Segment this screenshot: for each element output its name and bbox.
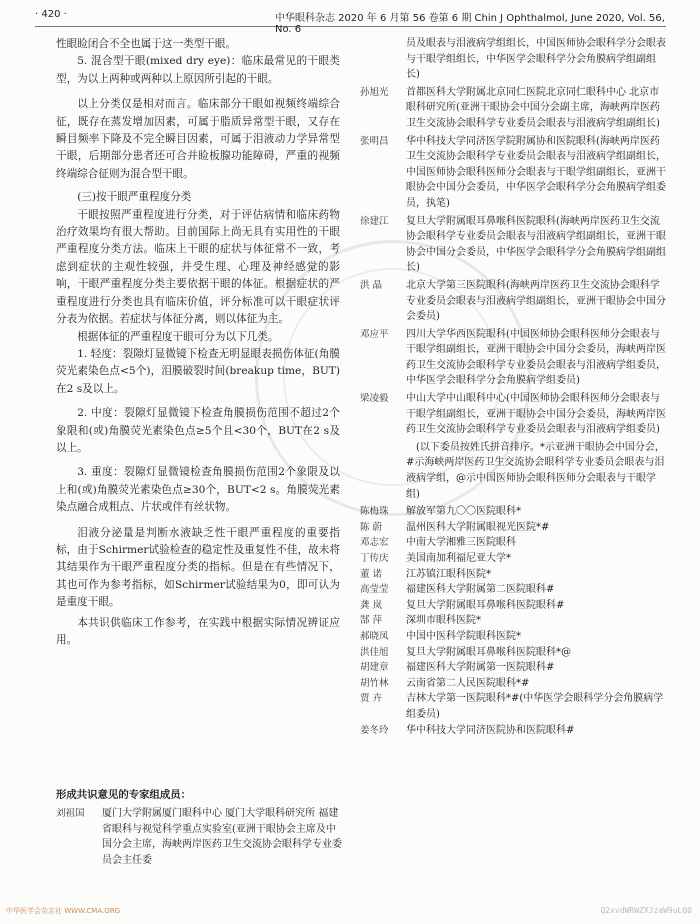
expert-affiliation: 厦门大学附属厦门眼科中心 厦门大学眼科研究所 福建省眼科与视觉科学重点实验室(亚洲干眼协会主席及中国分会主席，海峡两岸医药卫生交流协会眼科学专业委员会主任委 [102, 808, 342, 866]
page-header [35, 0, 666, 35]
expert-entry [360, 85, 666, 132]
member-entry [360, 660, 666, 676]
expert-entry [360, 327, 666, 389]
member-name: 陈梅珠 [360, 506, 389, 518]
expert-entry [360, 134, 666, 212]
member-affiliation: 中南大学湘雅三医院眼科 [406, 537, 516, 549]
member-name: 邓志宏 [360, 537, 389, 549]
member-affiliation: 美国南加利福尼亚大学* [406, 553, 511, 564]
member-entry [360, 582, 666, 598]
expert-entry [56, 806, 342, 868]
member-entry [360, 723, 666, 739]
footer-code: Q2xvdWRWZXJzaW9uLQ0 [600, 906, 692, 915]
paragraph: 2. 中度：裂隙灯显微镜下检查角膜损伤范围不超过2个象限和(或)角膜荧光素染色点≥5个且<30个，BUT在2 s及以上。 [56, 407, 340, 454]
expert-affiliation: 华中科技大学同济医学院附属协和医院眼科(海峡两岸医药卫生交流协会眼科学专业委员会眼表与泪液病学组副组长，中国医师协会眼科医师分会眼表与干眼学组副组长，亚洲干眼协会中国分会委员，中华医学会眼科学分会角膜病学组委员，执笔) [406, 135, 666, 209]
member-name: 胡竹林 [360, 677, 389, 689]
member-entry [360, 676, 666, 692]
expert-affiliation: 复旦大学附属眼耳鼻喉科医院眼科(海峡两岸医药卫生交流协会眼科学专业委员会眼表与泪液病学组副组长，亚洲干眼协会中国分会委员，中华医学会眼科学分会角膜病学组副组长) [406, 215, 666, 274]
member-entry [360, 629, 666, 645]
paragraph: 干眼按照严重程度进行分类，对于评估病情和临床药物治疗效果均有很大帮助。目前国际上尚无具有实用性的干眼严重程度分类方法。临床上干眼的症状与体征常不一致，考虑到症状的主观性较强，并受生理、心理及神经感觉的影响，干眼严重程度分类主要依据干眼的体征。根据症状的严重程度进行分类也具有临床价值，评分标准可以干眼症状评分表为依据。若症状与体征分离，则以体征为主。 [56, 208, 340, 326]
member-list [360, 504, 666, 738]
member-affiliation: 华中科技大学同济医院协和医院眼科# [406, 724, 575, 736]
member-name: 丁传庆 [360, 553, 389, 564]
member-entry [360, 551, 666, 567]
journal-citation: 中华眼科杂志 2020 年 6 月第 56 卷第 6 期 Chin J Ophthalmol, June 2020, Vol. 56, No. 6 [275, 13, 665, 35]
paragraph: 本共识供临床工作参考，在实践中根据实际情况辨证应用。 [56, 616, 340, 646]
paragraph: 3. 重度：裂隙灯显微镜检查角膜损伤范围2个象限及以上和(或)角膜荧光素染色点≥30个，BUT<2 s。角膜荧光素染点融合成粗点、片状或伴有丝状物。 [56, 466, 340, 514]
member-name: 姜冬玲 [360, 724, 389, 736]
footer-publisher: 中华医学会杂志社 WWW.CMA.ORG [6, 907, 121, 915]
member-entry [360, 645, 666, 661]
member-affiliation: 解放军第九〇〇医院眼科* [406, 506, 521, 518]
expert-name: 洪 晶 [360, 279, 383, 291]
member-name: 高莹莹 [360, 584, 389, 596]
left-column [56, 36, 340, 649]
paragraph: 以上分类仅是相对而言。临床部分干眼如视频终端综合征，既存在蒸发增加因素，可属于脂质异常型干眼，又存在瞬目频率下降及不完全瞬目因素，可属于泪液动力学异常型干眼，后期部分患者还可合并睑板腺功能障碍，严重的视频终端综合征则为混合型干眼。 [56, 98, 340, 180]
member-affiliation: 云南省第二人民医院眼科*# [406, 677, 530, 689]
paragraph: 根据体征的严重程度干眼可分为以下几类。 [77, 330, 279, 343]
paragraph: 泪液分泌量是判断水液缺乏性干眼严重程度的重要指标，由于Schirmer试验检查的稳定性及重复性不佳，故未将其结果作为干眼严重程度分类的指标。但是在有些情况下，其也可作为参考指标，如Schirmer试验结果为0，即可认为是重度干眼。 [56, 526, 340, 609]
member-entry [360, 613, 666, 629]
expert-affiliation: 首都医科大学附属北京同仁医院北京同仁眼科中心 北京市眼科研究所(亚洲干眼协会中国分会副主席，海峡两岸医药卫生交流协会眼科学专业委员会眼表与泪液病学组副组长) [406, 86, 660, 129]
member-affiliation: 深圳市眼科医院* [406, 615, 481, 627]
right-column [360, 36, 666, 738]
expert-name: 邓应平 [360, 328, 389, 340]
continued-affiliation: 员及眼表与泪液病学组组长，中国医师协会眼科学分会眼表与干眼学组组长，中华医学会眼科学分会角膜病学组副组长) [406, 38, 666, 81]
member-affiliation: 中国中医科学院眼科医院* [406, 630, 521, 642]
member-entry [360, 567, 666, 583]
paragraph: 1. 轻度：裂隙灯显微镜下检查无明显眼表损伤体征(角膜荧光素染色点<5个)，泪膜破裂时间(breakup time，BUT)在2 s及以上。 [56, 347, 340, 395]
member-affiliation: 温州医科大学附属眼视光医院*# [406, 521, 550, 533]
member-affiliation: 福建医科大学附属第一医院眼科# [406, 662, 555, 674]
member-name: 董 诺 [360, 568, 383, 580]
member-entry [360, 598, 666, 614]
member-affiliation: 江苏镇江眼科医院* [406, 568, 491, 580]
member-name: 胡建章 [360, 662, 389, 674]
expert-name: 梁凌毅 [360, 393, 389, 405]
member-name: 郜 萍 [360, 615, 383, 627]
expert-name: 徐建江 [360, 215, 389, 227]
member-name: 贾 卉 [360, 693, 383, 705]
member-entry [360, 535, 666, 551]
member-affiliation: 福建医科大学附属第二医院眼科# [406, 584, 555, 596]
member-affiliation: 吉林大学第一医院眼科*#(中华医学会眼科学分会角膜病学组委员) [406, 693, 664, 720]
expert-entry [360, 391, 666, 438]
member-note: (以下委员按姓氏拼音排序。*示亚洲干眼协会中国分会，#示海峡两岸医药卫生交流协会眼科学专业委员会眼表与泪液病学组，@示中国医师协会眼科医师分会眼表与干眼学组) [406, 441, 665, 500]
member-affiliation: 复旦大学附属眼耳鼻喉科医院眼科# [406, 599, 565, 611]
member-name: 郝晓凤 [360, 630, 389, 642]
expert-affiliation: 中山大学中山眼科中心(中国医师协会眼科医师分会眼表与干眼学组副组长，亚洲干眼协会中国分会委员，海峡两岸医药卫生交流协会眼科学专业委员会眼表与泪液病学组委员) [406, 393, 666, 436]
member-entry [360, 520, 666, 536]
section-heading: (三)按干眼严重程度分类 [77, 191, 192, 204]
expert-entry [360, 214, 666, 276]
member-entry [360, 504, 666, 520]
expert-affiliation: 四川大学华西医院眼科(中国医师协会眼科医师分会眼表与干眼学组副组长，亚洲干眼协会中国分会委员，海峡两岸医药卫生交流协会眼科学专业委员会眼表与泪液病学组委员，中华医学会眼科学分会角膜病学组委员) [406, 328, 666, 387]
expert-name: 孙旭光 [360, 86, 389, 98]
expert-name: 张明昌 [360, 135, 389, 147]
expert-name: 刘祖国 [56, 808, 85, 819]
member-name: 龚 岚 [360, 599, 383, 611]
expert-entry [360, 278, 666, 325]
member-entry [360, 691, 666, 722]
expert-affiliation: 北京大学第三医院眼科(海峡两岸医药卫生交流协会眼科学专业委员会眼表与泪液病学组副组长，亚洲干眼协会中国分会委员) [406, 279, 666, 323]
member-affiliation: 复旦大学附属眼耳鼻喉科医院眼科*@ [406, 646, 571, 658]
member-name: 洪佳旭 [360, 646, 389, 658]
paragraph: 5. 混合型干眼(mixed dry eye)：临床最常见的干眼类型，为以上两种或两种以上原因所引起的干眼。 [56, 55, 340, 85]
paragraph: 性眼睑闭合不全也属于这一类型干眼。 [56, 38, 237, 50]
page-number: · 420 · [35, 9, 67, 20]
member-name: 陈 蔚 [360, 521, 383, 533]
experts-title: 形成共识意见的专家组成员： [56, 789, 192, 801]
